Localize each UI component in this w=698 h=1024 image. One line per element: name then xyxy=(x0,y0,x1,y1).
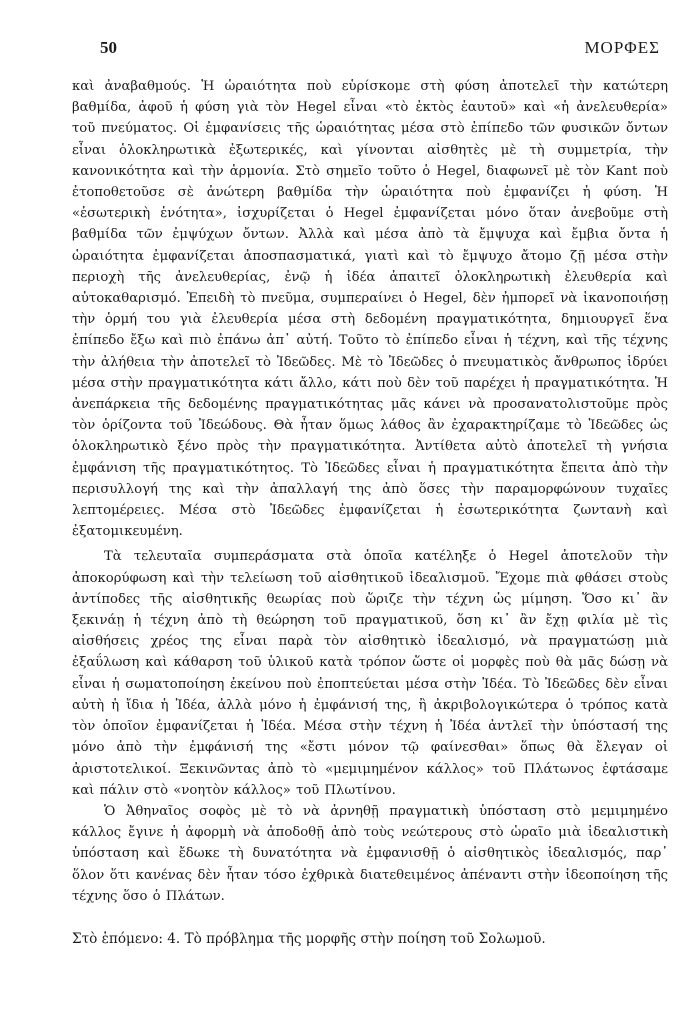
page-header xyxy=(72,38,668,68)
page-number: 50 xyxy=(100,38,117,57)
body-text xyxy=(72,76,668,949)
paragraph-2: Τὰ τελευταῖα συμπεράσματα στὰ ὁποῖα κατέληξε ὁ Hegel ἀποτελοῦν τὴν ἀποκορύφωση καὶ τὴν τελείωση τοῦ αἰσθητικοῦ ἰδεαλισμοῦ. Ἔχομε πιὰ φθάσει στοὺς ἀντίποδες τῆς αἰσθητικῆς θεωρίας ποὺ ὥριζε τὴν τέχνη ὡς μίμηση. Ὅσο κι᾿ ἂν ξεκινάῃ ἡ τέχνη ἀπὸ τὴ θεώρηση τοῦ πραγματικοῦ, ὅση κι᾿ ἂν ἔχῃ φιλία μὲ τὶς αἰσθήσεις χρέος της εἶναι παρὰ τὸν αἰσθητικὸ ἰδεαλισμό, νὰ πραγματώσῃ μιὰ ἐξαΰλωση καὶ κάθαρση τοῦ ὑλικοῦ κατὰ τρόπον ὥστε οἱ μορφὲς ποὺ θὰ μᾶς δώσῃ νὰ εἶναι ἡ σωματοποίηση ἐκείνου ποὺ ἐποπτεύεται μέσα στὴν Ἰδέα. Τὸ Ἰδεῶδες δὲν εἶναι αὐτὴ ἡ ἴδια ἡ Ἰδέα, ἀλλὰ μόνο ἡ ἐμφάνισή της, ἢ ἀκριβολογικώτερα ὁ τρόπος κατὰ τὸν ὁποῖον ἐμφανίζεται ἡ Ἰδέα. Μέσα στὴν τέχνη ἡ Ἰδέα ἀντλεῖ τὴν ὑπόστασή της μόνο ἀπὸ τὴν ἐμφάνισή της «ἔστι μόνον τῷ φαίνεσθαι» ὅπως θὰ ἔλεγαν οἱ ἀριστοτελικοί. Ξεκινῶντας ἀπὸ τὸ «μεμιμημένον κάλλος» τοῦ Πλάτωνος ἐφτάσαμε καὶ πάλιν στὸ «νοητὸν κάλλος» τοῦ Πλωτίνου. xyxy=(72,549,668,798)
next-chapter-note: Στὸ ἑπόμενο: 4. Τὸ πρόβλημα τῆς μορφῆς στὴν ποίηση τοῦ Σολωμοῦ. xyxy=(72,930,546,947)
paragraph-3: Ὁ Ἀθηναῖος σοφὸς μὲ τὸ νὰ ἀρνηθῇ πραγματικὴ ὑπόσταση στὸ μεμιμημένο κάλλος ἔγινε ἡ ἀφορμὴ νὰ ἀποδοθῇ ἀπὸ τοὺς νεώτερους στὸ ὡραῖο μιὰ ἰδεαλιστικὴ ὑπόσταση καὶ ἔδωκε τὴ δυνατότητα νὰ ἐμφανισθῇ ὁ αἰσθητικὸς ἰδεαλισμός, παρ᾿ ὅλον ὅτι κανένας δὲν ἦταν τόσο ἐχθρικὰ διατεθειμένος ἀπέναντι στὴν ἰδεοποίηση τῆς τέχνης ὅσο ὁ Πλάτων. xyxy=(72,803,668,904)
paragraph-1: καὶ ἀναβαθμούς. Ἡ ὡραιότητα ποὺ εὑρίσκομε στὴ φύση ἀποτελεῖ τὴν κατώτερη βαθμίδα, ἀφοῦ ἡ φύση γιὰ τὸν Hegel εἶναι «τὸ ἐκτὸς ἑαυτοῦ» καὶ «ἡ ἀνελευθερία» τοῦ πνεύματος. Οἱ ἐμφανίσεις τῆς ὡραιότητας μέσα στὸ ἐπίπεδο τῶν φυσικῶν ὄντων εἶναι ὁλοκληρωτικὰ ἐξωτερικές, καὶ γίνονται αἰσθητὲς μὲ τὴ συμμετρία, τὴν κανονικότητα καὶ τὴν ἁρμονία. Στὸ σημεῖο τοῦτο ὁ Hegel, διαφωνεῖ μὲ τὸν Kant ποὺ ἐτοποθετοῦσε σὲ ἀνώτερη βαθμίδα τὴν ὡραιότητα ποὺ ἐμφανίζει ἡ φύση. Ἡ «ἐσωτερικὴ ἑνότητα», ἰσχυρίζεται ὁ Hegel ἐμφανίζεται μόνο ὅταν ἀνεβοῦμε στὴ βαθμίδα τῶν ἐμψύχων ὄντων. Ἀλλὰ καὶ μέσα ἀπὸ τὰ ἔμψυχα καὶ ἔμβια ὄντα ἡ ὡραιότητα ἐμφανίζεται ἀποσπασματικά, γιατὶ καὶ τὸ ἔμψυχο ἄτομο ζῇ μέσα στὴν περιοχὴ τῆς ἀνελευθερίας, ἐνῷ ἡ ἰδέα ἀπαιτεῖ ὁλοκληρωτικὴ ἐλευθερία καὶ αὐτοκαθαρισμό. Ἐπειδὴ τὸ πνεῦμα, συμπεραίνει ὁ Hegel, δὲν ἠμπορεῖ νὰ ἱκανοποιήσῃ τὴν ὁρμή του γιὰ ἐλευθερία μέσα στὴ δεδομένη πραγματικότητα, δημιουργεῖ ἕνα ἐπίπεδο ἔξω καὶ πιὸ ἐπάνω ἀπ᾿ αὐτή. Τοῦτο τὸ ἐπίπεδο εἶναι ἡ τέχνη, καὶ τῆς τέχνης τὴν ἀλήθεια τὴν ἀποτελεῖ τὸ Ἰδεῶδες. Μὲ τὸ Ἰδεῶδες ὁ πνευματικὸς ἄνθρωπος ἱδρύει μέσα στὴν πραγματικότητα κάτι ἄλλο, κάτι ποὺ δὲν τοῦ παρέχει ἡ πραγματικότητα. Ἡ ἀνεπάρκεια τῆς δεδομένης πραγματικότητας μᾶς κάνει νὰ προσανατολιστοῦμε πρὸς τὸν ὁρίζοντα τοῦ Ἰδεώδους. Θὰ ἦταν ὅμως λάθος ἂν ἐχαρακτηρίζαμε τὸ Ἰδεῶδες ὡς ὁλοκληρωτικὸ ξένο πρὸς τὴν πραγματικότητα. Ἀντίθετα αὐτὸ ἀποτελεῖ τὴ γνήσια ἐμφάνιση τῆς πραγματικότητος. Τὸ Ἰδεῶδες εἶναι ἡ πραγματικότητα ἔπειτα ἀπὸ τὴν περισυλλογή της καὶ τὴν ἀπαλλαγή της ἀπὸ ὅσες τὴν παραμορφώνουν τυχαῖες λεπτομέρειες. Μέσα στὸ Ἰδεῶδες ἐμφανίζεται ἡ ἐσωτερικότητα ζωντανὴ καὶ ἐξατομικευμένη. xyxy=(72,79,668,540)
book-page xyxy=(72,38,668,998)
running-title: ΜΟΡΦΕΣ xyxy=(584,38,660,57)
